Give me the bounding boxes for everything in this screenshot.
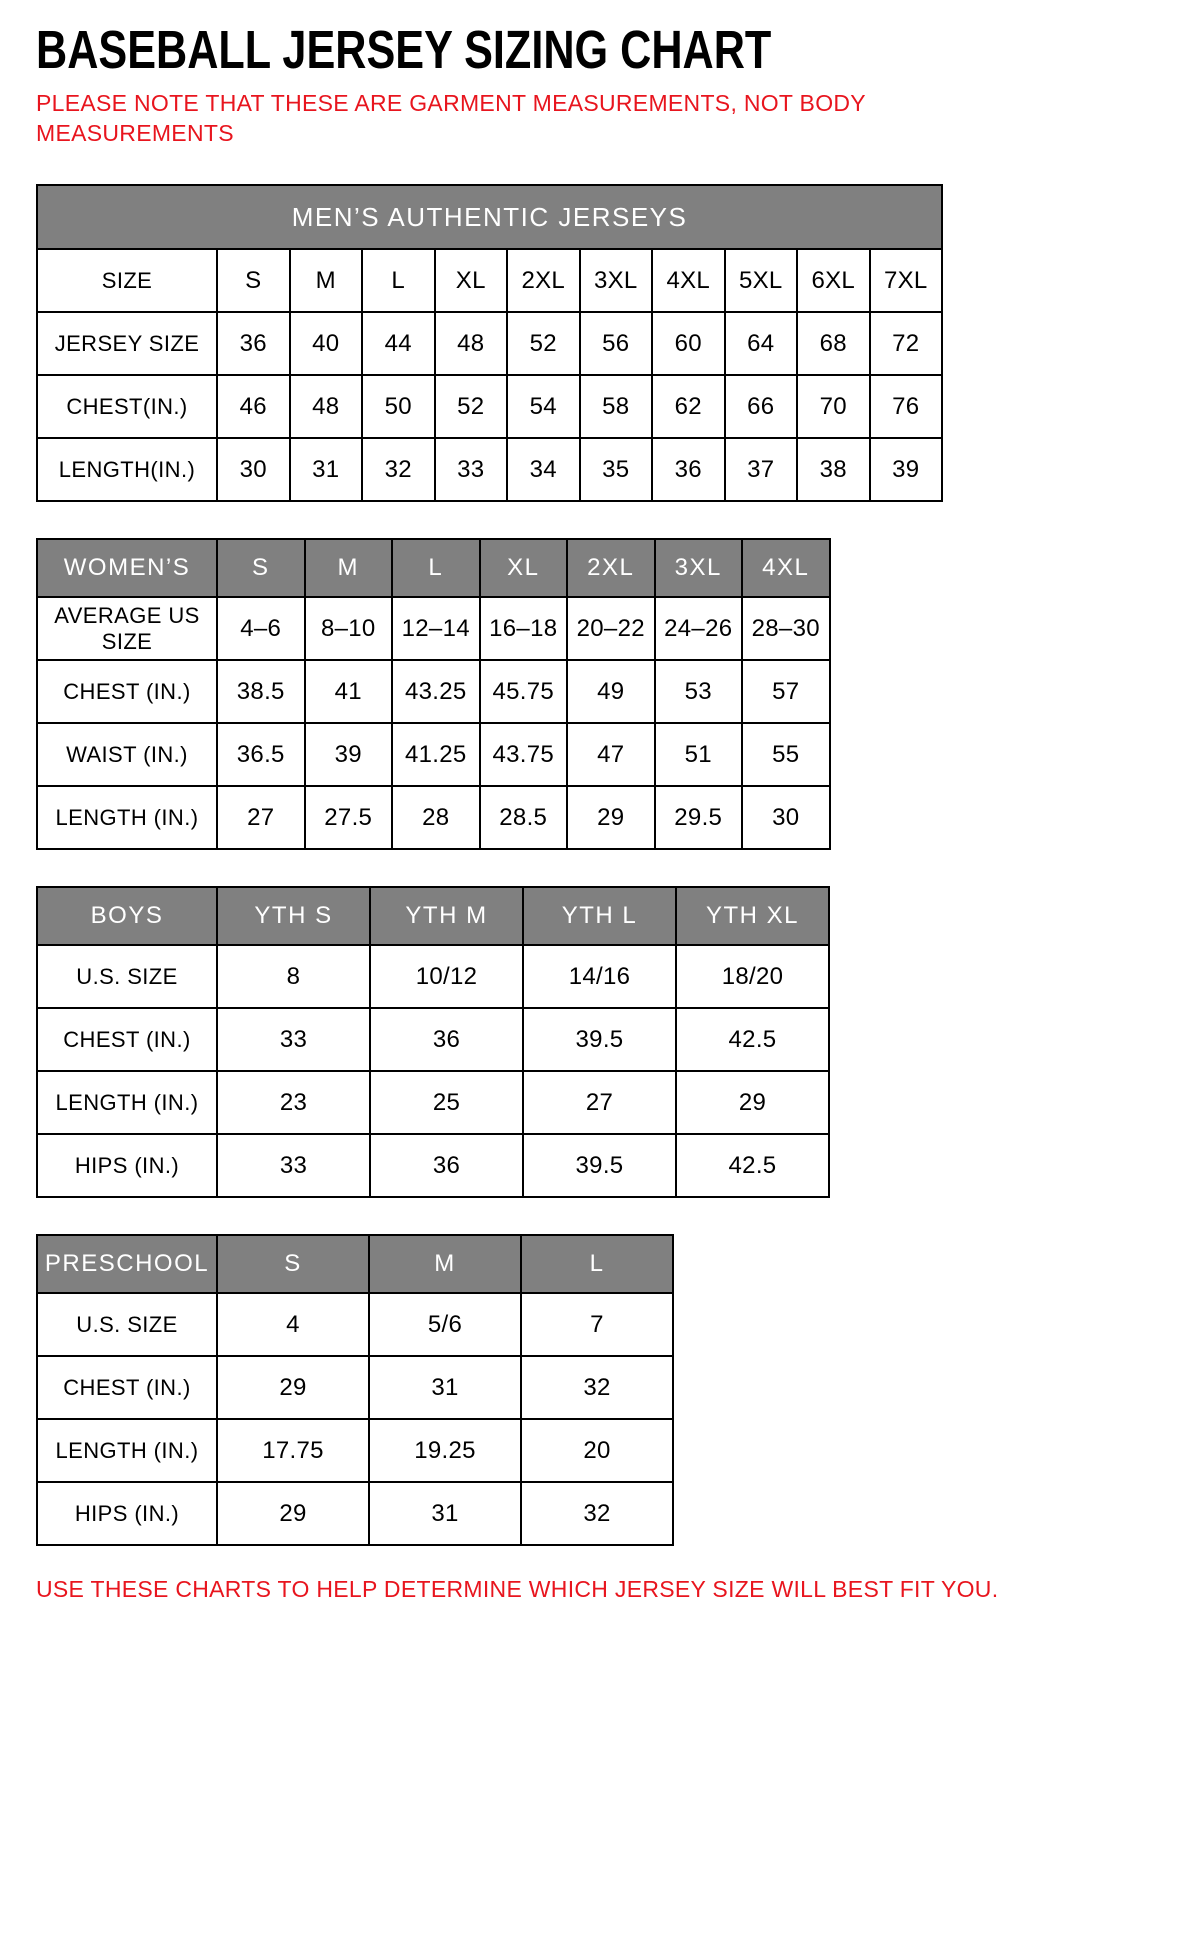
- table-row: [37, 597, 830, 660]
- value-cell: 43.75: [480, 723, 568, 786]
- value-cell: 31: [369, 1356, 521, 1419]
- value-cell: 20–22: [567, 597, 655, 660]
- value-cell: 16–18: [480, 597, 568, 660]
- value-cell: 7: [521, 1293, 673, 1356]
- column-header: 2XL: [567, 539, 655, 597]
- value-cell: 4–6: [217, 597, 305, 660]
- value-cell: 17.75: [217, 1419, 369, 1482]
- table-row: [37, 249, 942, 312]
- value-cell: 4XL: [652, 249, 725, 312]
- value-cell: 68: [797, 312, 870, 375]
- value-cell: 70: [797, 375, 870, 438]
- row-label-cell: LENGTH (IN.): [37, 1419, 217, 1482]
- value-cell: 37: [725, 438, 798, 501]
- value-cell: 34: [507, 438, 580, 501]
- column-header: YTH XL: [676, 887, 829, 945]
- value-cell: 57: [742, 660, 830, 723]
- page-subtitle: PLEASE NOTE THAT THESE ARE GARMENT MEASUREMENTS, NOT BODY MEASUREMENTS: [36, 89, 866, 146]
- value-cell: 56: [580, 312, 653, 375]
- row-label-cell: CHEST (IN.): [37, 1008, 217, 1071]
- value-cell: 27.5: [305, 786, 393, 849]
- value-cell: 36.5: [217, 723, 305, 786]
- value-cell: 31: [369, 1482, 521, 1545]
- value-cell: 41: [305, 660, 393, 723]
- value-cell: 28–30: [742, 597, 830, 660]
- value-cell: 29: [676, 1071, 829, 1134]
- table-row: [37, 1134, 829, 1197]
- boys-table: [36, 886, 830, 1198]
- value-cell: 7XL: [870, 249, 943, 312]
- value-cell: 58: [580, 375, 653, 438]
- value-cell: 48: [435, 312, 508, 375]
- value-cell: 52: [435, 375, 508, 438]
- row-label-cell: CHEST(IN.): [37, 375, 217, 438]
- value-cell: 42.5: [676, 1008, 829, 1071]
- row-label-cell: HIPS (IN.): [37, 1134, 217, 1197]
- value-cell: 3XL: [580, 249, 653, 312]
- womens-table: [36, 538, 831, 850]
- womens-table-header: WOMEN’S: [37, 539, 217, 597]
- row-label-cell: WAIST (IN.): [37, 723, 217, 786]
- column-header: L: [521, 1235, 673, 1293]
- value-cell: 24–26: [655, 597, 743, 660]
- column-header: 3XL: [655, 539, 743, 597]
- value-cell: 39.5: [523, 1134, 676, 1197]
- value-cell: 50: [362, 375, 435, 438]
- table-row: [37, 945, 829, 1008]
- value-cell: 29.5: [655, 786, 743, 849]
- value-cell: M: [290, 249, 363, 312]
- row-label-cell: LENGTH(IN.): [37, 438, 217, 501]
- value-cell: 4: [217, 1293, 369, 1356]
- value-cell: 6XL: [797, 249, 870, 312]
- value-cell: 29: [217, 1482, 369, 1545]
- column-header: S: [217, 1235, 369, 1293]
- value-cell: 39: [870, 438, 943, 501]
- table-row: [37, 1482, 673, 1545]
- row-label-cell: LENGTH (IN.): [37, 786, 217, 849]
- column-header: M: [369, 1235, 521, 1293]
- value-cell: 8: [217, 945, 370, 1008]
- value-cell: 38: [797, 438, 870, 501]
- table-row: [37, 438, 942, 501]
- value-cell: 36: [370, 1134, 523, 1197]
- value-cell: 44: [362, 312, 435, 375]
- value-cell: 32: [362, 438, 435, 501]
- value-cell: 47: [567, 723, 655, 786]
- mens-table: [36, 184, 943, 502]
- value-cell: 42.5: [676, 1134, 829, 1197]
- womens-header-row: [37, 539, 830, 597]
- value-cell: XL: [435, 249, 508, 312]
- page-title: [36, 22, 1160, 79]
- table-row: [37, 786, 830, 849]
- value-cell: 12–14: [392, 597, 480, 660]
- value-cell: 54: [507, 375, 580, 438]
- row-label-cell: CHEST (IN.): [37, 1356, 217, 1419]
- table-row: [37, 1293, 673, 1356]
- value-cell: 25: [370, 1071, 523, 1134]
- row-label-cell: U.S. SIZE: [37, 1293, 217, 1356]
- value-cell: 66: [725, 375, 798, 438]
- value-cell: 8–10: [305, 597, 393, 660]
- column-header: YTH M: [370, 887, 523, 945]
- value-cell: 38.5: [217, 660, 305, 723]
- value-cell: 33: [435, 438, 508, 501]
- row-label-cell: HIPS (IN.): [37, 1482, 217, 1545]
- value-cell: S: [217, 249, 290, 312]
- column-header: S: [217, 539, 305, 597]
- mens-table-header: MEN’S AUTHENTIC JERSEYS: [37, 185, 942, 249]
- table-row: [37, 375, 942, 438]
- table-row: [37, 723, 830, 786]
- value-cell: 29: [567, 786, 655, 849]
- value-cell: 10/12: [370, 945, 523, 1008]
- row-label-cell: LENGTH (IN.): [37, 1071, 217, 1134]
- value-cell: 76: [870, 375, 943, 438]
- value-cell: 52: [507, 312, 580, 375]
- column-header: YTH S: [217, 887, 370, 945]
- table-row: [37, 1071, 829, 1134]
- value-cell: 32: [521, 1356, 673, 1419]
- table-row: [37, 1356, 673, 1419]
- value-cell: 53: [655, 660, 743, 723]
- value-cell: 33: [217, 1134, 370, 1197]
- value-cell: 39: [305, 723, 393, 786]
- mens-header-row: [37, 185, 942, 249]
- column-header: XL: [480, 539, 568, 597]
- value-cell: 28: [392, 786, 480, 849]
- value-cell: 28.5: [480, 786, 568, 849]
- value-cell: 43.25: [392, 660, 480, 723]
- value-cell: 41.25: [392, 723, 480, 786]
- value-cell: 30: [217, 438, 290, 501]
- value-cell: 40: [290, 312, 363, 375]
- value-cell: 39.5: [523, 1008, 676, 1071]
- value-cell: 5/6: [369, 1293, 521, 1356]
- value-cell: 36: [217, 312, 290, 375]
- table-row: [37, 1008, 829, 1071]
- column-header: L: [392, 539, 480, 597]
- value-cell: 30: [742, 786, 830, 849]
- page-title-text: BASEBALL JERSEY SIZING CHART: [36, 20, 772, 80]
- boys-header-row: [37, 887, 829, 945]
- value-cell: 20: [521, 1419, 673, 1482]
- value-cell: 32: [521, 1482, 673, 1545]
- footer-note: USE THESE CHARTS TO HELP DETERMINE WHICH JERSEY SIZE WILL BEST FIT YOU.: [36, 1576, 999, 1603]
- value-cell: 19.25: [369, 1419, 521, 1482]
- value-cell: 36: [652, 438, 725, 501]
- value-cell: 27: [217, 786, 305, 849]
- value-cell: 31: [290, 438, 363, 501]
- value-cell: 62: [652, 375, 725, 438]
- row-label-cell: SIZE: [37, 249, 217, 312]
- value-cell: 23: [217, 1071, 370, 1134]
- value-cell: 29: [217, 1356, 369, 1419]
- preschool-table: [36, 1234, 674, 1546]
- value-cell: 2XL: [507, 249, 580, 312]
- value-cell: 14/16: [523, 945, 676, 1008]
- row-label-cell: U.S. SIZE: [37, 945, 217, 1008]
- preschool-table-header: PRESCHOOL: [37, 1235, 217, 1293]
- boys-table-header: BOYS: [37, 887, 217, 945]
- value-cell: 55: [742, 723, 830, 786]
- value-cell: 60: [652, 312, 725, 375]
- table-row: [37, 660, 830, 723]
- row-label-cell: CHEST (IN.): [37, 660, 217, 723]
- value-cell: 45.75: [480, 660, 568, 723]
- column-header: YTH L: [523, 887, 676, 945]
- column-header: 4XL: [742, 539, 830, 597]
- value-cell: 27: [523, 1071, 676, 1134]
- value-cell: 18/20: [676, 945, 829, 1008]
- table-row: [37, 312, 942, 375]
- value-cell: L: [362, 249, 435, 312]
- value-cell: 48: [290, 375, 363, 438]
- value-cell: 5XL: [725, 249, 798, 312]
- column-header: M: [305, 539, 393, 597]
- value-cell: 36: [370, 1008, 523, 1071]
- value-cell: 64: [725, 312, 798, 375]
- row-label-cell: AVERAGE US SIZE: [37, 597, 217, 660]
- row-label-cell: JERSEY SIZE: [37, 312, 217, 375]
- value-cell: 33: [217, 1008, 370, 1071]
- value-cell: 49: [567, 660, 655, 723]
- value-cell: 51: [655, 723, 743, 786]
- value-cell: 72: [870, 312, 943, 375]
- preschool-header-row: [37, 1235, 673, 1293]
- table-row: [37, 1419, 673, 1482]
- value-cell: 46: [217, 375, 290, 438]
- value-cell: 35: [580, 438, 653, 501]
